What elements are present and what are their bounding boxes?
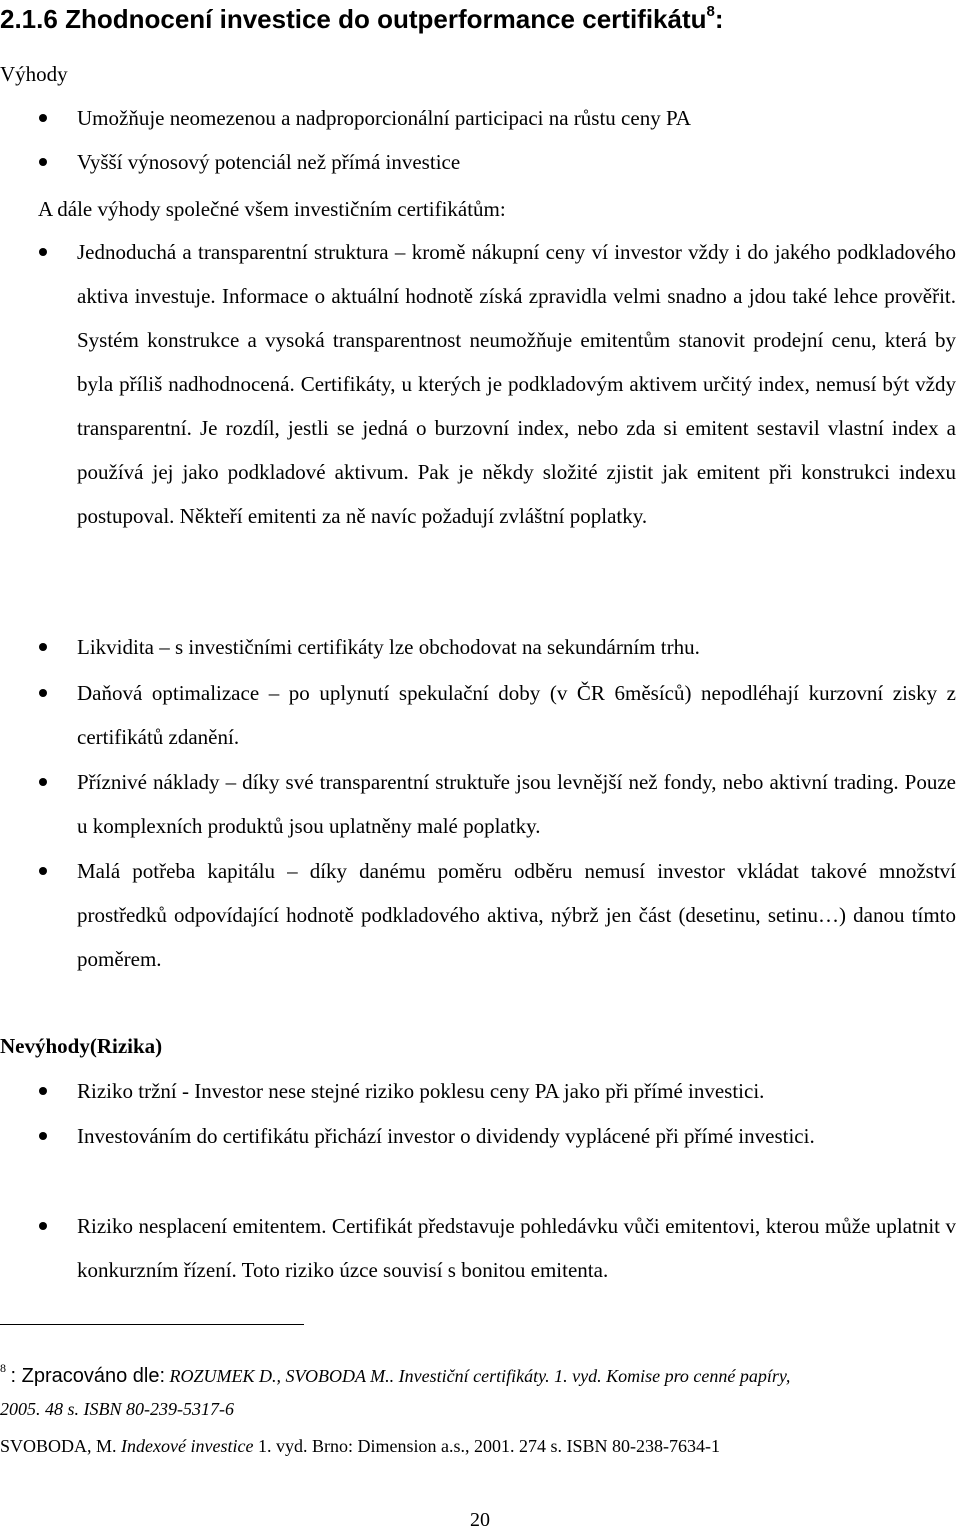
list-item-text: Příznivé náklady – díky své transparentní struktuře jsou levnější než fondy, nebo aktivní trading. Pouze u komplexních produktů jsou uplatněny malé poplatky. xyxy=(77,770,956,838)
footnote-number: 8 xyxy=(0,1361,6,1375)
section-title: Zhodnocení investice do outperformance certifikátu xyxy=(65,4,707,34)
footnote-citation: ROZUMEK D., SVOBODA M.. Investiční certifikáty. 1. vyd. Komise pro cenné papíry, xyxy=(169,1366,791,1386)
bullet-icon xyxy=(39,1132,47,1140)
footnote-source-1 xyxy=(0,1350,956,1394)
disadvantages-heading: Nevýhody(Rizika) xyxy=(0,1034,163,1058)
footnote-reference[interactable]: 8 xyxy=(706,3,715,20)
list-item-text: Investováním do certifikátu přichází investor o dividendy vyplácené při přímé investici. xyxy=(77,1124,815,1148)
list-item-text: Jednoduchá a transparentní struktura – kromě nákupní ceny ví investor vždy i do jakého podkladového aktiva investuje. Informace o aktuální hodnotě získá zpravidla velmi snadno a jdou také lehce prověřit. Systém konstrukce a vysoká transparentnost neumožňuje emitentům stanovit prodejní cenu, která by byla příliš nadhodnocená. Certifikáty, u kterých je podkladovým aktivem určitý index, nemusí být vždy transparentní. Je rozdíl, jestli se jedná o burzovní index, nebo zda si emitent sestavil vlastní index a používá jej jako podkladové aktivum. Pak je někdy složité zjistit jak emitent při konstrukci indexu postupoval. Někteří emitenti za ně navíc požadují zvláštní poplatky. xyxy=(77,240,956,528)
footnote-separator xyxy=(0,1324,304,1325)
footnote-book-title: Indexové investice xyxy=(121,1436,254,1456)
bullet-icon xyxy=(39,114,47,122)
section-number: 2.1.6 xyxy=(0,4,58,34)
list-item-text: Riziko tržní - Investor nese stejné riziko poklesu ceny PA jako při přímé investici. xyxy=(77,1079,765,1103)
section-title-suffix: : xyxy=(714,4,724,34)
list-item-text: Malá potřeba kapitálu – díky danému poměru odběru nemusí investor vkládat takové množství prostředků odpovídající hodnotě podkladového aktiva, nýbrž jen část (desetinu, setinu…) danou tímto poměrem. xyxy=(77,859,956,971)
advantages-heading: Výhody xyxy=(0,62,68,86)
section-heading xyxy=(0,0,724,38)
bullet-icon xyxy=(39,867,47,875)
list-item-text: Likvidita – s investičními certifikáty lze obchodovat na sekundárním trhu. xyxy=(77,635,700,659)
bullet-icon xyxy=(39,1222,47,1230)
footnote-author: SVOBODA, M. xyxy=(0,1436,122,1456)
page-number: 20 xyxy=(470,1509,490,1531)
footnote-label: : Zpracováno dle: xyxy=(10,1365,166,1387)
footnote-source-1-cont: 2005. 48 s. ISBN 80-239-5317-6 xyxy=(0,1399,234,1419)
list-item-text: Daňová optimalizace – po uplynutí spekulační doby (v ČR 6měsíců) nepodléhají kurzovní zisky z certifikátů zdanění. xyxy=(77,681,956,749)
list-item-text: Vyšší výnosový potenciál než přímá investice xyxy=(77,150,461,174)
bullet-icon xyxy=(39,248,47,256)
footnote-publication: 1. vyd. Brno: Dimension a.s., 2001. 274 s. ISBN 80-238-7634-1 xyxy=(253,1436,720,1456)
list-item-text: Umožňuje neomezenou a nadproporcionální participaci na růstu ceny PA xyxy=(77,106,691,130)
bullet-icon xyxy=(39,689,47,697)
footnote-source-2 xyxy=(0,1428,956,1464)
bullet-icon xyxy=(39,643,47,651)
list-item-text: Riziko nesplacení emitentem. Certifikát představuje pohledávku vůči emitentovi, kterou může uplatnit v konkurzním řízení. Toto riziko úzce souvisí s bonitou emitenta. xyxy=(77,1214,956,1282)
common-advantages-intro: A dále výhody společné všem investičním certifikátům: xyxy=(38,197,506,221)
bullet-icon xyxy=(39,158,47,166)
bullet-icon xyxy=(39,1087,47,1095)
bullet-icon xyxy=(39,778,47,786)
